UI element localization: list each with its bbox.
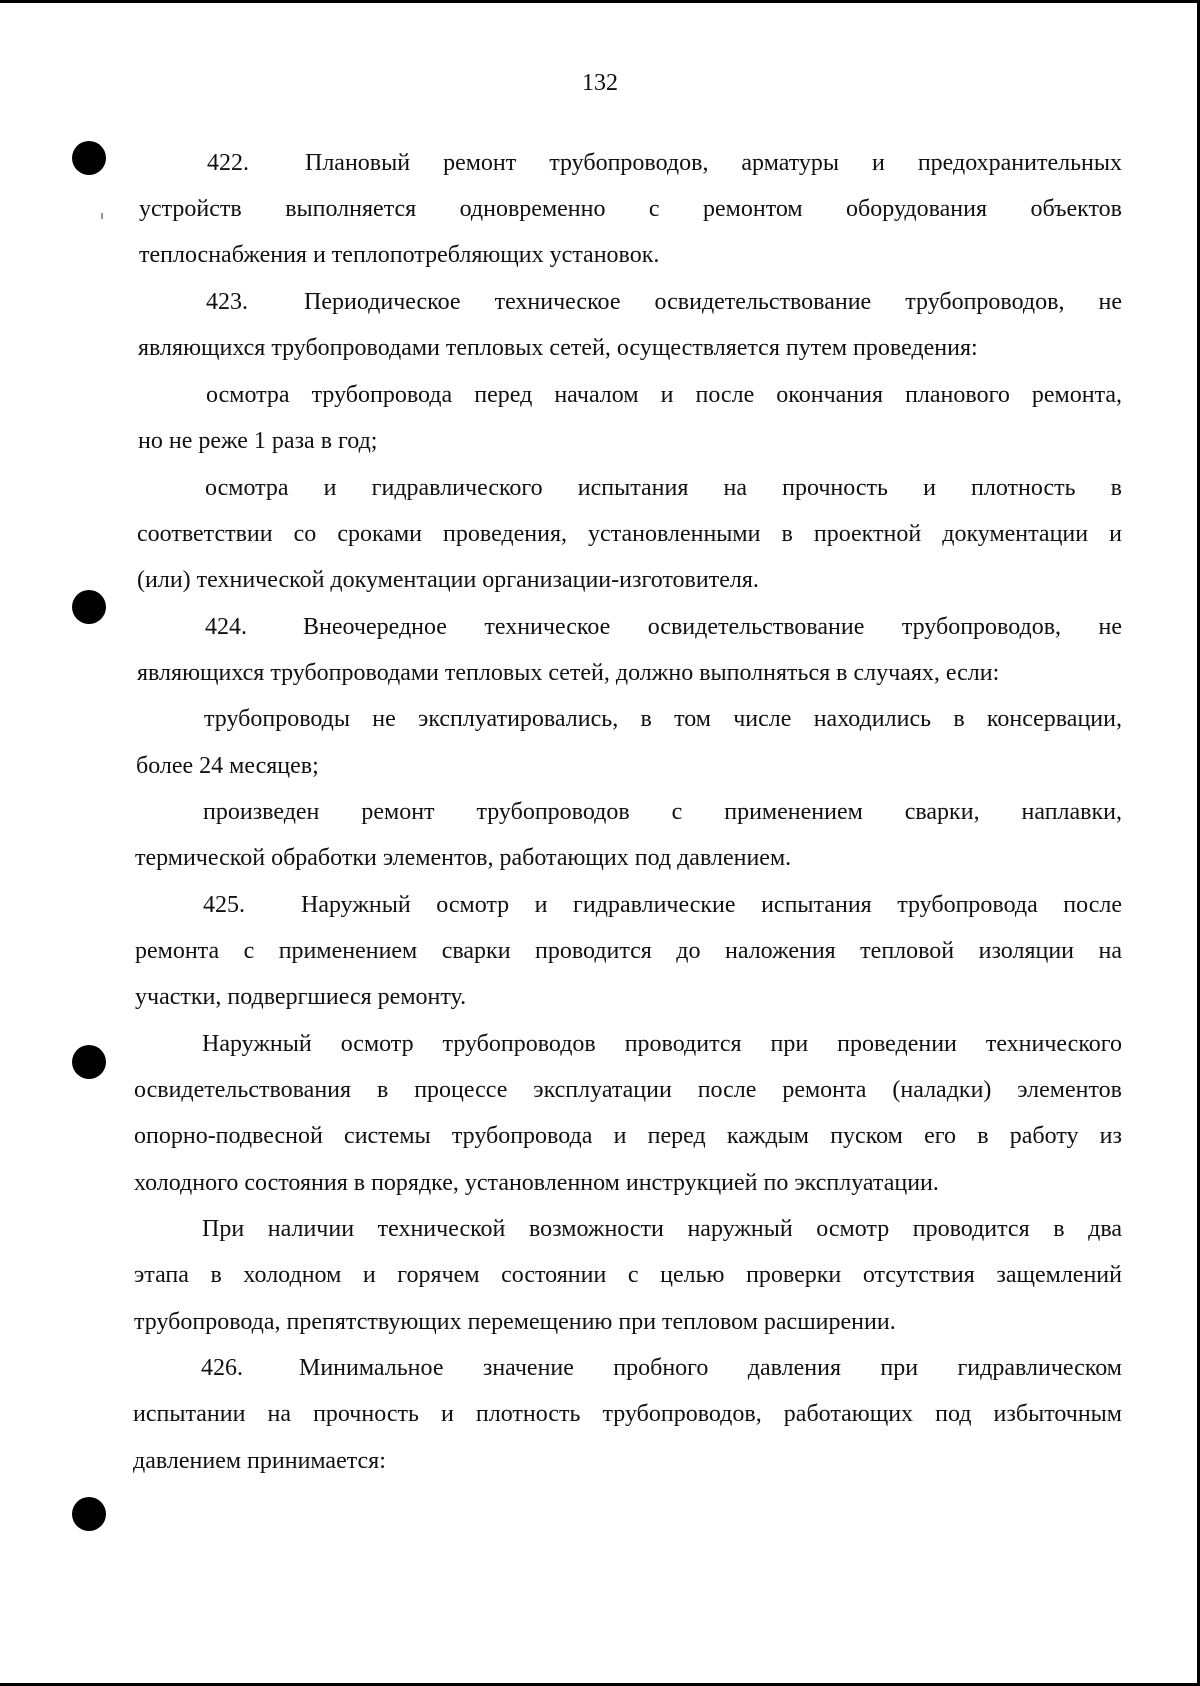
paragraph-text: опорно-подвесной системы трубопровода и перед каждым пуском его в работу из — [134, 1123, 1122, 1149]
paragraph-text: Наружный осмотр трубопроводов проводится при проведении технического — [202, 1031, 1122, 1057]
paragraph-text: холодного состояния в порядке, установленном инструкцией по эксплуатации. — [134, 1170, 939, 1196]
paragraph-text: ремонта с применением сварки проводится до наложения тепловой изоляции на — [135, 938, 1122, 964]
paragraph-text: более 24 месяцев; — [136, 753, 319, 779]
text-line — [135, 843, 791, 873]
paragraph-text: Плановый ремонт трубопроводов, арматуры и предохранительных — [305, 150, 1122, 176]
text-line — [204, 704, 1122, 734]
text-line — [134, 1307, 896, 1337]
paragraph-number: 424. — [205, 614, 247, 640]
page-number: 132 — [582, 70, 618, 96]
paragraph-number: 426. — [201, 1355, 243, 1381]
text-line — [135, 982, 466, 1012]
text-line — [202, 1214, 1122, 1244]
paragraph-number: 425. — [203, 892, 245, 918]
paragraph-number: 422. — [207, 150, 249, 176]
paragraph-text: но не реже 1 раза в год; — [138, 428, 378, 454]
paragraph-text: Периодическое техническое освидетельствование трубопроводов, не — [304, 289, 1122, 315]
text-line — [206, 287, 1122, 317]
text-line — [134, 1121, 1122, 1151]
text-line — [205, 612, 1122, 642]
paragraph-text: теплоснабжения и теплопотребляющих установок. — [139, 242, 660, 268]
document-body — [0, 148, 1200, 1488]
text-line — [206, 380, 1122, 410]
paragraph-text: (или) технической документации организации-изготовителя. — [137, 567, 759, 593]
paragraph-text: трубопроводы не эксплуатировались, в том числе находились в консервации, — [204, 706, 1122, 732]
paragraph-text: давлением принимается: — [133, 1448, 386, 1474]
text-line — [138, 426, 377, 456]
paragraph-text: испытании на прочность и плотность трубопроводов, работающих под избыточным — [133, 1401, 1122, 1427]
text-line — [134, 1075, 1122, 1105]
paragraph-text: При наличии технической возможности наружный осмотр проводится в два — [202, 1216, 1122, 1242]
text-line — [139, 194, 1122, 224]
text-line — [138, 333, 978, 363]
paragraph-text: освидетельствования в процессе эксплуатации после ремонта (наладки) элементов — [134, 1077, 1122, 1103]
text-line — [137, 565, 759, 595]
paragraph-text: Наружный осмотр и гидравлические испытания трубопровода после — [301, 892, 1122, 918]
text-line — [133, 1399, 1122, 1429]
scan-border-top — [0, 0, 1200, 3]
text-line — [203, 890, 1122, 920]
paragraph-text: трубопровода, препятствующих перемещению при тепловом расширении. — [134, 1309, 896, 1335]
paragraph-text: Внеочередное техническое освидетельствование трубопроводов, не — [303, 614, 1122, 640]
text-line — [137, 519, 1122, 549]
paragraph-text: осмотра и гидравлического испытания на прочность и плотность в — [205, 475, 1122, 501]
text-line — [203, 797, 1122, 827]
text-line — [201, 1353, 1122, 1383]
text-line — [133, 1446, 386, 1476]
paragraph-text: являющихся трубопроводами тепловых сетей, осуществляется путем проведения: — [138, 335, 978, 361]
paragraph-text: участки, подвергшиеся ремонту. — [135, 984, 467, 1010]
paragraph-text: осмотра трубопровода перед началом и после окончания планового ремонта, — [206, 382, 1122, 408]
text-line — [202, 1029, 1122, 1059]
text-line — [136, 751, 319, 781]
text-line — [205, 473, 1122, 503]
paragraph-text: устройств выполняется одновременно с ремонтом оборудования объектов — [139, 196, 1122, 222]
paragraph-text: произведен ремонт трубопроводов с применением сварки, наплавки, — [203, 799, 1122, 825]
text-line — [134, 1168, 939, 1198]
text-line — [135, 936, 1122, 966]
text-line — [134, 1260, 1122, 1290]
punch-hole — [72, 1497, 106, 1531]
text-line — [139, 240, 659, 270]
paragraph-text: термической обработки элементов, работающих под давлением. — [135, 845, 792, 871]
text-line — [207, 148, 1122, 178]
paragraph-text: соответствии со сроками проведения, установленными в проектной документации и — [137, 521, 1122, 547]
paragraph-text: являющихся трубопроводами тепловых сетей, должно выполняться в случаях, если: — [137, 660, 1000, 686]
paragraph-number: 423. — [206, 289, 248, 315]
paragraph-text: Минимальное значение пробного давления при гидравлическом — [299, 1355, 1122, 1381]
text-line — [137, 658, 999, 688]
paragraph-text: этапа в холодном и горячем состоянии с целью проверки отсутствия защемлений — [134, 1262, 1122, 1288]
